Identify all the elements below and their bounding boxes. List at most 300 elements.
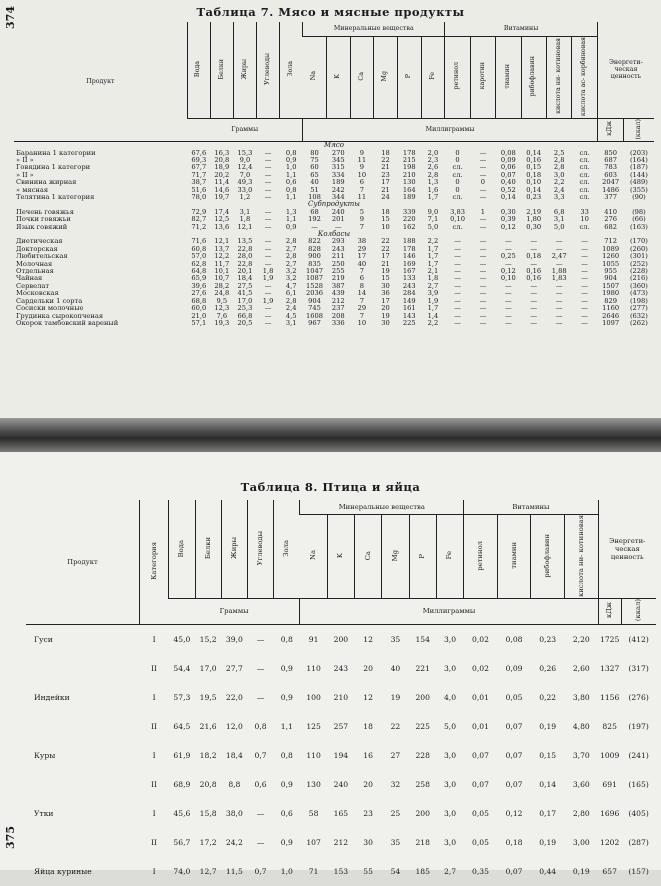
table-cell: 60,8 (191, 244, 207, 253)
col-header (247, 500, 273, 599)
table-cell: 57,3 (173, 692, 191, 702)
table-cell: (489) (629, 178, 648, 187)
table-row (26, 624, 656, 654)
table-cell: 215 (402, 155, 416, 164)
table-cell: 293 (331, 237, 345, 246)
table-cell: 0,6 (285, 178, 297, 187)
table-7 (14, 22, 654, 327)
table-cell: — (264, 318, 272, 327)
table-cell: 2,47 (551, 252, 567, 261)
col-header-label: ретинол (453, 62, 461, 90)
kcal-header-label: (ккал) (634, 118, 642, 140)
table-cell: 40 (357, 259, 367, 268)
kj-header-label: кДж (605, 602, 614, 619)
col-header-label: Ca (363, 550, 372, 561)
table-cell: 0,12 (500, 267, 516, 276)
table-cell: 257 (333, 721, 349, 731)
table-cell: 0,08 (500, 148, 516, 157)
table-cell: — (264, 304, 272, 313)
table-cell: II (151, 721, 158, 731)
table-cell: 208 (331, 311, 345, 320)
table-cell: 2,4 (553, 185, 565, 194)
table-cell: 691 (602, 779, 617, 789)
table-cell: 0,16 (526, 155, 542, 164)
table-cell: 967 (308, 318, 321, 327)
table-cell: 21,0 (191, 311, 207, 320)
table-cell: — (264, 215, 272, 224)
table-cell: 219 (331, 274, 345, 283)
table-cell: 7 (359, 296, 365, 305)
table-cell: 315 (331, 163, 345, 172)
product-name: Свинина жирная (16, 178, 77, 187)
table-cell: 2,60 (572, 663, 590, 673)
product-name (26, 654, 139, 683)
table-cell: 55 (363, 866, 373, 876)
table-cell: — (581, 289, 588, 298)
table-cell: 5,0 (443, 721, 457, 731)
table-cell: — (479, 215, 487, 224)
table-cell: 1055 (602, 259, 620, 268)
table-cell: 23 (363, 808, 373, 818)
product-name: Печень говяжья (16, 207, 74, 216)
table-cell: 2,2 (553, 178, 565, 187)
table-cell: 221 (415, 663, 430, 673)
table-cell: — (555, 318, 563, 327)
table-cell: 194 (333, 750, 349, 760)
col-header (303, 36, 327, 118)
table-cell: сл. (579, 155, 590, 164)
table-cell: 57,0 (191, 252, 207, 261)
table-cell: 17 (381, 252, 390, 261)
table-cell: 64,5 (173, 721, 191, 731)
table-cell: 4,80 (572, 721, 590, 731)
table-cell: 58 (308, 808, 319, 818)
table-cell: — (581, 252, 588, 261)
table-cell: 1696 (599, 808, 620, 818)
table-cell: сл. (579, 163, 590, 172)
table-cell: — (479, 244, 487, 253)
table-cell: — (555, 244, 563, 253)
mineral-group-header: Минеральные вещества (303, 22, 445, 36)
table-cell: 218 (415, 837, 430, 847)
table-cell: 1608 (306, 311, 324, 320)
vitamin-group-header: Витамины (464, 500, 598, 514)
product-name: Любительская (16, 252, 68, 261)
table-cell: 0,14 (539, 779, 557, 789)
table-cell: 243 (333, 663, 349, 673)
table-cell: 270 (331, 148, 345, 157)
table-cell: 7 (359, 185, 365, 194)
table-cell: 2036 (306, 289, 324, 298)
col-header (421, 36, 445, 118)
table-cell: 0,7 (254, 750, 267, 760)
table-cell: 30 (363, 837, 373, 847)
table-cell: 162 (402, 222, 416, 231)
col-header-label: кислота ни- котиновая (576, 514, 585, 597)
table-cell: 1 (480, 207, 486, 216)
product-name: Окорок тамбовский вареный (16, 318, 119, 327)
col-header-label: Na (308, 550, 317, 561)
table-cell: 22,0 (225, 692, 243, 702)
table-cell: сл. (452, 163, 463, 172)
table-cell: 1,83 (551, 274, 567, 283)
table-cell: 3,0 (443, 663, 457, 673)
table-cell: 10 (357, 170, 367, 179)
table-cell: 0,22 (539, 692, 557, 702)
table-cell: — (479, 311, 487, 320)
table-cell: 71,2 (191, 222, 207, 231)
table-cell: 74,0 (173, 866, 191, 876)
product-name: » II » (16, 155, 34, 164)
table-cell: — (505, 244, 512, 253)
table-cell: 242 (331, 185, 345, 194)
table-cell: 377 (604, 193, 617, 201)
table-cell: 4,7 (285, 281, 297, 290)
col-header-label: каротин (478, 62, 486, 90)
product-name: Яйца куриные (34, 866, 92, 876)
table-cell: 344 (331, 193, 345, 201)
table-cell: — (264, 311, 272, 320)
table-cell: 21 (381, 163, 390, 172)
table-cell: — (581, 281, 588, 290)
table-cell: 3,1 (553, 215, 565, 224)
vitamin-group-header: Витамины (445, 22, 597, 36)
table-cell: 11,7 (214, 259, 230, 268)
table-cell: 12,1 (237, 222, 253, 231)
table-cell: — (479, 296, 487, 305)
table-cell: сл. (452, 170, 463, 179)
table-cell: 210 (333, 692, 349, 702)
table-cell: 2,3 (427, 155, 439, 164)
table-cell: 3,1 (239, 207, 251, 216)
table-cell: 1,0 (280, 866, 293, 876)
table-cell: 71,7 (191, 170, 207, 179)
table-cell: 18,4 (237, 274, 253, 283)
table-cell: 211 (331, 252, 345, 261)
table-cell: 1160 (602, 304, 620, 313)
col-header-label: K (336, 553, 345, 559)
table-cell: (98) (632, 207, 646, 216)
table-cell: 100 (306, 692, 321, 702)
product-name: » мясная (16, 185, 49, 194)
table-cell: 20,8 (214, 155, 230, 164)
product-name: Диетическая (16, 237, 63, 246)
table-cell: 0,19 (539, 837, 557, 847)
table-cell: — (334, 222, 342, 231)
table-cell: 38,0 (225, 808, 243, 818)
table-cell: 9,5 (216, 296, 228, 305)
table-row (14, 320, 654, 327)
col-header (274, 500, 300, 599)
table-cell: — (264, 237, 272, 246)
table-cell: 2,8 (553, 155, 565, 164)
table-cell: 2,80 (572, 808, 590, 818)
table-cell: 201 (331, 215, 345, 224)
table-cell: 51 (310, 185, 319, 194)
table-cell: 68,8 (191, 296, 207, 305)
table-cell: 16,3 (214, 148, 230, 157)
table-cell: 39,0 (221, 624, 247, 654)
table-cell: (164) (629, 155, 648, 164)
table-cell: 0,14 (526, 148, 542, 157)
product-name: Докторская (16, 244, 58, 253)
table-cell: 21 (381, 259, 390, 268)
table-cell: 3,00 (572, 837, 590, 847)
kj-header (598, 599, 621, 624)
table-cell: (241) (628, 750, 649, 760)
table-cell: 828 (308, 244, 321, 253)
table-cell: 19,5 (199, 692, 217, 702)
table-cell: I (152, 866, 156, 876)
product-name (26, 712, 139, 741)
table-row (26, 857, 656, 886)
table-cell: — (264, 222, 272, 231)
table-cell: 0,52 (500, 185, 516, 194)
table-cell: 0,19 (539, 721, 557, 731)
table-cell: — (530, 244, 538, 253)
table-cell: 1,8 (262, 267, 274, 276)
table-cell: 143 (402, 311, 416, 320)
table-cell: 10 (381, 222, 390, 231)
page-number: 375 (4, 826, 17, 849)
col-header (470, 36, 495, 118)
table-cell: 7,6 (216, 311, 228, 320)
table-cell: 169 (402, 259, 416, 268)
product-name: Гуси (26, 624, 139, 654)
table-row (26, 712, 656, 741)
table-cell: 38 (357, 237, 367, 246)
table-cell: 1,80 (526, 215, 542, 224)
col-header-label: P (404, 74, 412, 79)
table-cell: — (479, 274, 487, 283)
table-cell: 825 (602, 721, 617, 731)
table-cell: 0,15 (526, 163, 542, 172)
table-cell: — (555, 304, 563, 313)
table-cell: 255 (331, 267, 345, 276)
table-cell: 0,30 (500, 207, 516, 216)
table-cell: 1725 (598, 624, 621, 654)
table-cell: 82,7 (191, 215, 207, 224)
col-header-label: кислота ас- корбиновая (580, 36, 588, 116)
table-cell: 904 (604, 274, 617, 283)
col-header-label: Fe (428, 72, 436, 80)
table-cell: 189 (402, 193, 416, 201)
table-cell: 0,8 (285, 185, 297, 194)
table-cell: 9 (359, 163, 365, 172)
table-cell: 17,2 (199, 837, 217, 847)
table-cell: 5 (359, 207, 365, 216)
table-cell: 334 (331, 170, 345, 179)
table-cell: 20,2 (214, 170, 230, 179)
table-cell: 125 (306, 721, 321, 731)
table-cell: — (555, 237, 563, 246)
table-cell: — (581, 244, 588, 253)
table-cell: 3,2 (285, 267, 297, 276)
table-cell: 68,9 (173, 779, 191, 789)
table-cell: 161 (402, 304, 416, 313)
table-cell: 40 (310, 178, 319, 187)
table-cell: 2,0 (427, 148, 439, 157)
table-cell: 91 (300, 624, 327, 654)
kcal-header (621, 599, 656, 624)
table-cell: 71,6 (191, 237, 207, 246)
table-cell: — (454, 259, 461, 268)
table-cell: 0,01 (472, 721, 489, 731)
product-name: Говядина 1 категори (16, 163, 91, 172)
table-cell: (260) (629, 244, 648, 253)
table-cell: — (479, 289, 487, 298)
col-header-label: рибофлавин (529, 55, 537, 97)
table-cell: — (264, 155, 272, 164)
table-cell: 0 (480, 178, 486, 187)
table-cell: 28,2 (214, 281, 230, 290)
table-cell: 12,4 (237, 163, 253, 172)
table-cell: — (479, 252, 487, 261)
table-cell: 56,7 (173, 837, 191, 847)
table-cell: — (454, 304, 461, 313)
table-cell: 1,88 (551, 267, 567, 276)
table-cell: (287) (628, 837, 649, 847)
table-cell: 1,1 (280, 721, 293, 731)
table-cell: 15,2 (195, 624, 221, 654)
table-cell: 20 (381, 304, 390, 313)
kj-header (597, 118, 624, 142)
table-cell: 7 (359, 311, 365, 320)
table-cell: 0,7 (254, 866, 267, 876)
table-cell: 6,1 (285, 289, 297, 298)
table-cell: 0,18 (526, 170, 542, 179)
table-cell: 1,7 (427, 244, 439, 253)
table-cell: — (530, 318, 538, 327)
table-cell: 80 (310, 148, 319, 157)
table-row (26, 741, 656, 770)
col-header-label: Вода (194, 60, 202, 77)
table-cell: 0,06 (500, 163, 516, 172)
table-cell: 0,40 (500, 178, 516, 187)
table-cell: II (151, 779, 158, 789)
table-cell: 225 (402, 318, 416, 327)
table-cell: — (505, 281, 512, 290)
table-cell: 20 (363, 663, 373, 673)
table-cell: 10 (580, 215, 589, 224)
table-cell: (90) (632, 193, 646, 201)
table-cell: 0,07 (505, 866, 523, 876)
table-cell: 0,01 (472, 692, 489, 702)
table-cell: 212 (331, 296, 345, 305)
col-header (409, 514, 436, 599)
table-cell: 25 (390, 808, 401, 818)
table-cell: 0,8 (285, 148, 297, 157)
table-cell: 8,8 (228, 779, 241, 789)
table-cell: 200 (415, 692, 430, 702)
table-cell: 11,4 (214, 178, 230, 187)
col-header (169, 500, 195, 599)
table-cell: 0,14 (526, 185, 542, 194)
col-header (195, 500, 221, 599)
table-cell: 24,2 (225, 837, 243, 847)
table-cell: 51,6 (191, 185, 207, 194)
col-header-label: Na (309, 71, 317, 81)
table-cell: 339 (402, 207, 416, 216)
table-cell: 0,9 (280, 663, 293, 673)
table-cell: 15,8 (199, 808, 217, 818)
table-cell: сл. (452, 222, 463, 231)
table-cell: 0,16 (526, 274, 542, 283)
table-cell: 3,70 (572, 750, 590, 760)
product-name: Московская (16, 289, 59, 298)
table-cell: 30 (381, 281, 390, 290)
table-cell: — (479, 170, 487, 179)
table-cell: — (479, 304, 487, 313)
table-cell: 67,6 (191, 148, 207, 157)
table-cell: 1,8 (427, 274, 439, 283)
table-cell: 200 (415, 808, 430, 818)
units-mg: Миллиграммы (300, 599, 598, 624)
table-cell: 345 (331, 155, 345, 164)
table-cell: 439 (331, 289, 345, 298)
table-cell: — (581, 311, 588, 320)
table-cell: 3,0 (443, 808, 457, 818)
table-cell: 2,7 (443, 866, 457, 876)
table-row (26, 770, 656, 799)
col-header-label: Белки (217, 58, 225, 80)
table-cell: 32 (390, 779, 401, 789)
col-header (210, 22, 233, 118)
table-cell: 22 (381, 155, 390, 164)
table-cell: (276) (628, 692, 649, 702)
table-cell: 35 (382, 624, 409, 654)
table-cell: — (479, 259, 487, 268)
table-8-title: Таблица 8. Птица и яйца (240, 480, 421, 494)
table-cell: 0,23 (531, 624, 565, 654)
table-cell: 49,3 (237, 178, 253, 187)
table-cell: 192 (308, 215, 321, 224)
table-cell: (216) (629, 274, 648, 283)
table-cell: 955 (604, 267, 617, 276)
table-cell: 900 (308, 252, 321, 261)
table-cell: 783 (604, 163, 617, 172)
table-cell: — (581, 296, 588, 305)
table-cell: — (264, 259, 272, 268)
table-cell: 107 (306, 837, 321, 847)
table-cell: — (264, 289, 272, 298)
col-header (187, 22, 210, 118)
table-cell: 1,7 (427, 193, 439, 201)
table-cell: 1087 (306, 274, 324, 283)
table-cell: 0,15 (539, 750, 557, 760)
table-cell: 3,0 (443, 779, 457, 789)
table-cell: 240 (331, 207, 345, 216)
table-cell: 0,17 (539, 808, 557, 818)
table-cell: 2646 (602, 311, 620, 320)
table-cell: (277) (629, 304, 648, 313)
table-cell: 220 (402, 215, 416, 224)
table-cell: 7,1 (427, 215, 439, 224)
table-cell: 2,8 (285, 296, 297, 305)
table-cell: 18,2 (199, 750, 217, 760)
table-cell: 57,1 (191, 318, 207, 327)
col-header (531, 514, 565, 599)
table-cell: — (256, 808, 265, 818)
table-cell: 9,0 (427, 207, 439, 216)
col-header-label: Углеводы (256, 531, 265, 566)
table-cell: 200 (327, 624, 354, 654)
col-header-label: Зола (282, 539, 291, 557)
table-cell: 40 (390, 663, 401, 673)
energy-header: Энергети- ческая ценность (598, 500, 656, 599)
table-cell: 0,8 (254, 721, 267, 731)
page-gutter (0, 418, 661, 452)
